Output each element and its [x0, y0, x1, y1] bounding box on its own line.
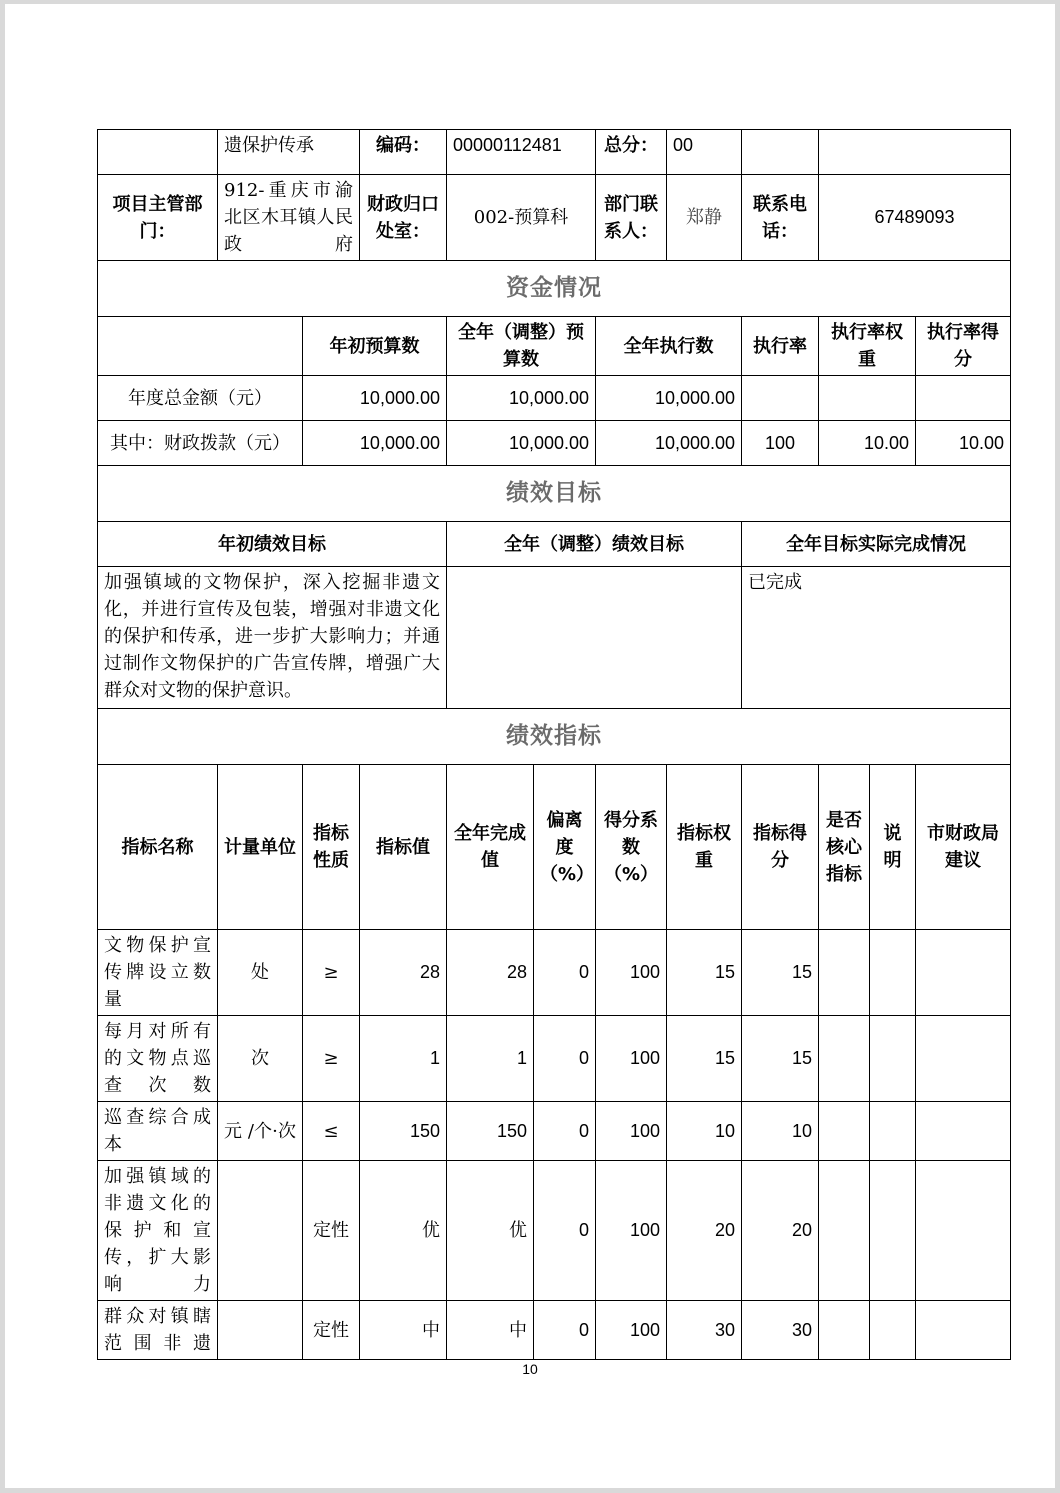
funds-row-adjusted: 10,000.00 [447, 376, 596, 421]
funds-row [98, 376, 1011, 421]
funds-row-executed: 10,000.00 [596, 376, 742, 421]
indicator-name: 文物保护宣传牌设立数量 [98, 930, 218, 1016]
indicator-score: 15 [742, 1016, 819, 1102]
indicator-header-weight: 指标权重 [667, 765, 742, 930]
indicator-advice [916, 1161, 1011, 1301]
indicator-deviation: 0 [534, 1102, 596, 1161]
performance-table [97, 129, 1011, 1360]
indicator-deviation: 0 [534, 1016, 596, 1102]
indicator-coefficient: 100 [596, 1301, 667, 1360]
indicator-header-name: 指标名称 [98, 765, 218, 930]
dept-value: 912-重庆市渝北区木耳镇人民政府 [218, 175, 360, 261]
indicators-header-row [98, 765, 1011, 930]
indicator-header-core: 是否核心指标 [819, 765, 870, 930]
page-number: 10 [522, 1361, 538, 1377]
indicator-advice [916, 1102, 1011, 1161]
goals-header-initial: 年初绩效目标 [98, 522, 447, 567]
code-value: 00000112481 [447, 130, 596, 175]
finance-value: 002-预算科 [447, 175, 596, 261]
funds-header-score: 执行率得分 [916, 317, 1011, 376]
indicators-title-row [98, 709, 1011, 765]
funds-header-row [98, 317, 1011, 376]
indicator-weight: 15 [667, 930, 742, 1016]
indicator-coefficient: 100 [596, 1016, 667, 1102]
empty-cell [98, 130, 218, 175]
goals-header-adjusted: 全年（调整）绩效目标 [447, 522, 742, 567]
indicator-note [870, 1301, 916, 1360]
indicator-weight: 20 [667, 1161, 742, 1301]
funds-row-label: 其中：财政拨款（元） [98, 421, 303, 466]
funds-row-weight [819, 376, 916, 421]
indicator-core [819, 1016, 870, 1102]
indicator-score: 20 [742, 1161, 819, 1301]
indicator-core [819, 930, 870, 1016]
dept-label: 项目主管部门： [98, 175, 218, 261]
indicator-name: 加强镇域的非遗文化的保护和宣传，扩大影响力 [98, 1161, 218, 1301]
indicator-nature: ≥ [303, 930, 360, 1016]
indicator-name: 每月对所有的文物点巡查次数 [98, 1016, 218, 1102]
indicator-nature: 定性 [303, 1301, 360, 1360]
indicator-score: 15 [742, 930, 819, 1016]
section-title-indicators: 绩效指标 [98, 709, 1011, 765]
indicator-score: 10 [742, 1102, 819, 1161]
header-row-code [98, 130, 1011, 175]
indicator-unit: 元 /个·次 [218, 1102, 303, 1161]
funds-row-budget: 10,000.00 [303, 376, 447, 421]
funds-title-row [98, 261, 1011, 317]
indicator-done: 优 [447, 1161, 534, 1301]
indicator-coefficient: 100 [596, 1102, 667, 1161]
indicator-value: 28 [360, 930, 447, 1016]
indicator-nature: ≤ [303, 1102, 360, 1161]
indicator-weight: 30 [667, 1301, 742, 1360]
table-row [98, 1301, 1011, 1360]
indicator-weight: 15 [667, 1016, 742, 1102]
indicator-deviation: 0 [534, 1161, 596, 1301]
goals-content-row [98, 567, 1011, 709]
indicator-done: 1 [447, 1016, 534, 1102]
indicator-nature: ≥ [303, 1016, 360, 1102]
indicator-header-value: 指标值 [360, 765, 447, 930]
empty-cell [819, 130, 1011, 175]
header-row-dept [98, 175, 1011, 261]
indicator-score: 30 [742, 1301, 819, 1360]
indicator-core [819, 1161, 870, 1301]
indicator-name: 巡查综合成本 [98, 1102, 218, 1161]
code-label: 编码： [360, 130, 447, 175]
funds-header-weight: 执行率权重 [819, 317, 916, 376]
finance-label: 财政归口处室： [360, 175, 447, 261]
goals-initial-text: 加强镇域的文物保护，深入挖掘非遗文化，并进行宣传及包装，增强对非遗文化的保护和传承，进一步扩大影响力；并通过制作文物保护的广告宣传牌，增强广大群众对文物的保护意识。 [98, 567, 447, 709]
indicator-note [870, 1102, 916, 1161]
contact-value: 郑静 [667, 175, 742, 261]
indicator-nature: 定性 [303, 1161, 360, 1301]
indicator-header-unit: 计量单位 [218, 765, 303, 930]
total-value: 00 [667, 130, 742, 175]
indicator-note [870, 1016, 916, 1102]
indicator-header-advice: 市财政局建议 [916, 765, 1011, 930]
funds-header-rate: 执行率 [742, 317, 819, 376]
indicator-deviation: 0 [534, 1301, 596, 1360]
funds-row-score [916, 376, 1011, 421]
indicator-header-done: 全年完成值 [447, 765, 534, 930]
indicator-note [870, 930, 916, 1016]
funds-header-budget: 年初预算数 [303, 317, 447, 376]
funds-row-score: 10.00 [916, 421, 1011, 466]
indicator-header-score: 指标得分 [742, 765, 819, 930]
funds-header-executed: 全年执行数 [596, 317, 742, 376]
indicator-value: 中 [360, 1301, 447, 1360]
funds-row-label: 年度总金额（元） [98, 376, 303, 421]
phone-value: 67489093 [819, 175, 1011, 261]
goals-title-row [98, 466, 1011, 522]
indicator-weight: 10 [667, 1102, 742, 1161]
funds-row-weight: 10.00 [819, 421, 916, 466]
table-row [98, 1161, 1011, 1301]
goals-header-actual: 全年目标实际完成情况 [742, 522, 1011, 567]
empty-cell [98, 317, 303, 376]
phone-label: 联系电话： [742, 175, 819, 261]
indicator-header-nature: 指标性质 [303, 765, 360, 930]
indicator-unit: 次 [218, 1016, 303, 1102]
table-row [98, 1102, 1011, 1161]
table-row [98, 930, 1011, 1016]
indicator-header-coefficient: 得分系数（%） [596, 765, 667, 930]
indicator-coefficient: 100 [596, 1161, 667, 1301]
funds-row-adjusted: 10,000.00 [447, 421, 596, 466]
indicator-done: 28 [447, 930, 534, 1016]
indicator-value: 1 [360, 1016, 447, 1102]
project-name-cont: 遗保护传承 [218, 130, 360, 175]
indicator-name: 群众对镇瞎范围非遗 [98, 1301, 218, 1360]
indicator-unit [218, 1301, 303, 1360]
indicator-advice [916, 1301, 1011, 1360]
indicator-advice [916, 1016, 1011, 1102]
funds-row-rate: 100 [742, 421, 819, 466]
indicator-done: 中 [447, 1301, 534, 1360]
section-title-goals: 绩效目标 [98, 466, 1011, 522]
indicator-header-deviation: 偏离度（%） [534, 765, 596, 930]
indicator-value: 优 [360, 1161, 447, 1301]
goals-adjusted-text [447, 567, 742, 709]
indicator-coefficient: 100 [596, 930, 667, 1016]
funds-row [98, 421, 1011, 466]
section-title-funds: 资金情况 [98, 261, 1011, 317]
indicator-unit: 处 [218, 930, 303, 1016]
funds-row-rate [742, 376, 819, 421]
goals-header-row [98, 522, 1011, 567]
indicator-core [819, 1102, 870, 1161]
indicator-core [819, 1301, 870, 1360]
indicator-unit [218, 1161, 303, 1301]
table-row [98, 1016, 1011, 1102]
contact-label: 部门联系人： [596, 175, 667, 261]
indicator-advice [916, 930, 1011, 1016]
total-label: 总分： [596, 130, 667, 175]
indicator-deviation: 0 [534, 930, 596, 1016]
indicator-value: 150 [360, 1102, 447, 1161]
funds-row-executed: 10,000.00 [596, 421, 742, 466]
empty-cell [742, 130, 819, 175]
funds-header-adjusted: 全年（调整）预算数 [447, 317, 596, 376]
indicator-header-note: 说明 [870, 765, 916, 930]
indicator-note [870, 1161, 916, 1301]
goals-actual-text: 已完成 [742, 567, 1011, 709]
funds-row-budget: 10,000.00 [303, 421, 447, 466]
indicator-done: 150 [447, 1102, 534, 1161]
